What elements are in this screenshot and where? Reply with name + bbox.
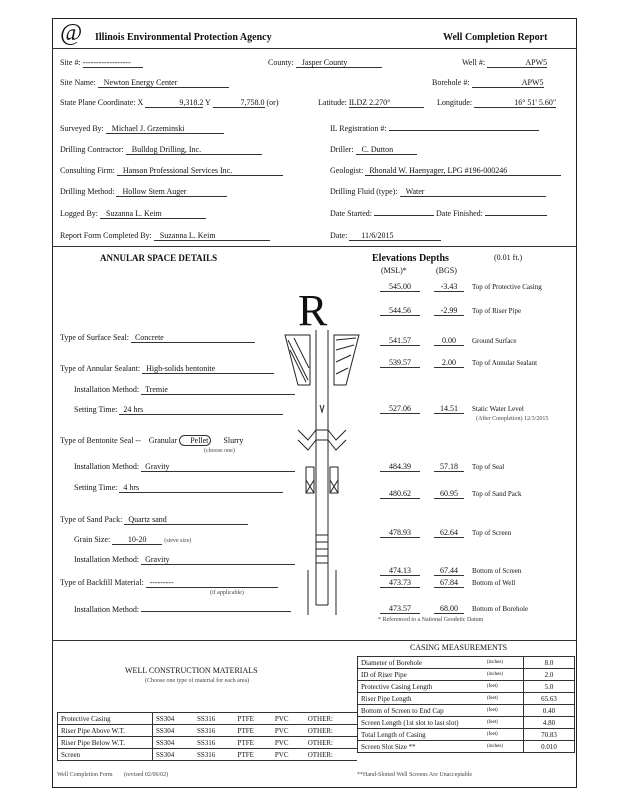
construction-row bbox=[58, 749, 358, 761]
casing-value: 2.0 bbox=[523, 669, 574, 681]
backfill-field bbox=[60, 578, 278, 588]
il-reg-label: IL Registration #: bbox=[330, 124, 387, 133]
drilling-contractor-label: Drilling Contractor: bbox=[60, 145, 124, 154]
revised-date: (revised 02/06/02) bbox=[124, 772, 169, 778]
state-plane-label: State Plane Coordinate: bbox=[60, 98, 136, 107]
elevation-msl: 478.93 bbox=[380, 528, 420, 538]
elevation-bgs: 68.00 bbox=[434, 604, 464, 614]
material-option[interactable]: SS304 bbox=[153, 749, 194, 761]
construction-heading: WELL CONSTRUCTION MATERIALS bbox=[125, 666, 258, 675]
install-method-value-2: Gravity bbox=[141, 462, 295, 472]
geologist-value: Rhonald W. Haenyager, LPG #196-000246 bbox=[365, 166, 561, 176]
casing-table bbox=[357, 656, 575, 753]
logged-value: Suzanna L. Keim bbox=[100, 209, 206, 219]
elevation-msl: 544.56 bbox=[380, 306, 420, 316]
reference-note: * Referenced to a National Geodetic Datum bbox=[378, 617, 484, 623]
material-option[interactable]: SS316 bbox=[194, 725, 235, 737]
install-method-label-1: Installation Method: bbox=[74, 385, 140, 394]
geologist-label: Geologist: bbox=[330, 166, 364, 175]
elevation-bgs: 14.51 bbox=[434, 404, 464, 414]
casing-value: 0.40 bbox=[523, 705, 574, 717]
casing-footnote: **Hand-Slotted Well Screens Are Unacceptable bbox=[357, 772, 473, 778]
casing-row bbox=[358, 717, 575, 729]
agency-name: Illinois Environmental Protection Agency bbox=[95, 32, 272, 43]
elev-heading: Elevations Depths bbox=[372, 253, 449, 264]
longitude-field bbox=[437, 98, 556, 108]
casing-label: ID of Riser Pipe bbox=[358, 669, 484, 681]
casing-value: 0.010 bbox=[523, 741, 574, 753]
install-method-value-1: Tremie bbox=[141, 385, 295, 395]
il-reg-value bbox=[389, 130, 539, 131]
material-option[interactable]: OTHER: bbox=[305, 713, 357, 725]
casing-unit: (feet) bbox=[484, 693, 524, 705]
backfill-value: --------- bbox=[146, 578, 278, 588]
casing-label: Riser Pipe Length bbox=[358, 693, 484, 705]
casing-label: Protective Casing Length bbox=[358, 681, 484, 693]
logged-field bbox=[60, 209, 206, 219]
consulting-field bbox=[60, 166, 283, 176]
setting-time-value-1: 24 hrs bbox=[119, 405, 283, 415]
bentonite-seal-label: Type of Bentonite Seal -- bbox=[60, 436, 141, 445]
construction-row bbox=[58, 725, 358, 737]
material-option[interactable]: SS316 bbox=[194, 737, 235, 749]
construction-subheading: (Choose one type of material for each area) bbox=[145, 678, 250, 684]
construction-row bbox=[58, 713, 358, 725]
sand-pack-field bbox=[60, 515, 248, 525]
casing-value: 65.63 bbox=[523, 693, 574, 705]
longitude-label: Longitude: bbox=[437, 98, 473, 107]
annular-sealant-field bbox=[60, 364, 274, 374]
install-method-field-3 bbox=[74, 555, 295, 565]
elevation-label: Top of Seal bbox=[472, 463, 505, 471]
material-option[interactable]: PTFE bbox=[235, 725, 272, 737]
elevation-msl: 539.57 bbox=[380, 358, 420, 368]
county-field bbox=[268, 58, 382, 68]
surface-seal-label: Type of Surface Seal: bbox=[60, 333, 129, 342]
install-method-value-4 bbox=[141, 611, 291, 612]
casing-label: Diameter of Borehole bbox=[358, 657, 484, 669]
state-plane-field bbox=[60, 98, 279, 108]
consulting-value: Hanson Professional Services Inc. bbox=[117, 166, 283, 176]
elev-units: (0.01 ft.) bbox=[494, 253, 523, 262]
or-label: (or) bbox=[266, 98, 279, 107]
x-label: X bbox=[137, 98, 144, 107]
construction-item: Riser Pipe Above W.T. bbox=[58, 725, 153, 737]
annular-sealant-label: Type of Annular Sealant: bbox=[60, 364, 141, 373]
material-option[interactable]: OTHER: bbox=[305, 737, 357, 749]
casing-row bbox=[358, 693, 575, 705]
date-started-label: Date Started: bbox=[330, 209, 372, 218]
material-option[interactable]: SS304 bbox=[153, 737, 194, 749]
elevation-row bbox=[380, 489, 521, 499]
site-name-value: Newton Energy Center bbox=[98, 78, 229, 88]
elevation-bgs: -3.43 bbox=[434, 282, 464, 292]
elevation-label: Bottom of Borehole bbox=[472, 605, 528, 613]
install-method-field-1 bbox=[74, 385, 295, 395]
date-started-field bbox=[330, 209, 547, 218]
casing-row bbox=[358, 657, 575, 669]
material-option[interactable]: OTHER: bbox=[305, 725, 357, 737]
driller-value: C. Dutton bbox=[356, 145, 417, 155]
material-option[interactable]: PTFE bbox=[235, 737, 272, 749]
surveyed-value: Michael J. Grzeminski bbox=[106, 124, 224, 134]
drilling-fluid-label: Drilling Fluid (type): bbox=[330, 187, 398, 196]
well-diagram bbox=[280, 330, 364, 620]
bentonite-seal-field bbox=[60, 436, 243, 445]
casing-unit: (inches) bbox=[484, 657, 524, 669]
casing-value: 4.80 bbox=[523, 717, 574, 729]
elevation-bgs: 57.18 bbox=[434, 462, 464, 472]
riser-symbol: R bbox=[298, 286, 328, 335]
elevation-note: (After Completion) 12/3/2015 bbox=[476, 416, 549, 422]
elevation-bgs: 0.00 bbox=[434, 336, 464, 346]
agency-logo: @ bbox=[60, 20, 83, 46]
casing-unit: (feet) bbox=[484, 705, 524, 717]
driller-label: Driller: bbox=[330, 145, 354, 154]
material-option[interactable]: PVC bbox=[272, 749, 305, 761]
report-completed-value: Suzanna L. Keim bbox=[154, 231, 270, 241]
elevation-bgs: -2.99 bbox=[434, 306, 464, 316]
material-option[interactable]: SS304 bbox=[153, 713, 194, 725]
if-applicable-note: (if applicable) bbox=[210, 590, 244, 596]
geologist-field bbox=[330, 166, 561, 176]
elevation-row bbox=[380, 282, 542, 292]
well-num-value: APW5 bbox=[487, 58, 547, 68]
casing-value: 8.0 bbox=[523, 657, 574, 669]
elevation-row bbox=[380, 336, 517, 346]
elevation-label: Top of Annular Sealant bbox=[472, 359, 538, 367]
grain-size-value: 10-20 bbox=[112, 535, 162, 545]
x-value: 9,318.2 bbox=[145, 98, 203, 108]
annular-heading: ANNULAR SPACE DETAILS bbox=[100, 253, 218, 263]
setting-time-field-2 bbox=[74, 483, 283, 493]
install-method-field-2 bbox=[74, 462, 295, 472]
construction-item: Protective Casing bbox=[58, 713, 153, 725]
site-num-label: Site #: bbox=[60, 58, 81, 67]
longitude-value: 16° 51' 5.60" bbox=[474, 98, 556, 108]
install-method-value-3: Gravity bbox=[141, 555, 295, 565]
material-option[interactable]: OTHER: bbox=[305, 749, 357, 761]
elevation-msl: 480.62 bbox=[380, 489, 420, 499]
casing-heading: CASING MEASUREMENTS bbox=[410, 643, 508, 652]
setting-time-field-1 bbox=[74, 405, 283, 415]
latitude-label: Latitude: bbox=[318, 98, 347, 107]
borehole-label: Borehole #: bbox=[432, 78, 470, 87]
footer bbox=[57, 772, 168, 778]
elevation-msl: 527.06 bbox=[380, 404, 420, 414]
site-num-value: ------------------ bbox=[83, 58, 143, 68]
drilling-method-value: Hollow Stem Auger bbox=[116, 187, 227, 197]
casing-value: 70.83 bbox=[523, 729, 574, 741]
elevation-label: Top of Screen bbox=[472, 529, 512, 537]
elevation-bgs: 67.44 bbox=[434, 566, 464, 576]
setting-time-value-2: 4 hrs bbox=[119, 483, 283, 493]
slurry-option[interactable]: Slurry bbox=[223, 436, 244, 445]
casing-unit: (feet) bbox=[484, 681, 524, 693]
construction-item: Riser Pipe Below W.T. bbox=[58, 737, 153, 749]
casing-label: Total Length of Casing bbox=[358, 729, 484, 741]
elevation-row bbox=[380, 528, 511, 538]
report-completed-label: Report Form Completed By: bbox=[60, 231, 152, 240]
material-option[interactable]: PTFE bbox=[235, 749, 272, 761]
elevation-bgs: 62.64 bbox=[434, 528, 464, 538]
elevation-bgs: 67.84 bbox=[434, 578, 464, 588]
header-rule bbox=[52, 48, 577, 49]
drilling-method-field bbox=[60, 187, 227, 197]
elevation-msl: 474.13 bbox=[380, 566, 420, 576]
y-label: Y bbox=[205, 98, 211, 107]
latitude-value: ILDZ 2.270° bbox=[349, 98, 424, 108]
date-value: 11/6/2015 bbox=[349, 231, 441, 241]
setting-time-label-2: Setting Time: bbox=[74, 483, 118, 492]
construction-item: Screen bbox=[58, 749, 153, 761]
drilling-contractor-field bbox=[60, 145, 262, 155]
elevation-msl: 473.73 bbox=[380, 578, 420, 588]
well-num-field bbox=[462, 58, 547, 68]
annular-sealant-value: High-solids bentonite bbox=[142, 364, 274, 374]
casing-unit: (feet) bbox=[484, 717, 524, 729]
casing-row bbox=[358, 705, 575, 717]
material-option[interactable]: SS304 bbox=[153, 725, 194, 737]
elevation-label: Static Water Level bbox=[472, 405, 524, 413]
well-num-label: Well #: bbox=[462, 58, 486, 67]
choose-one-note: (choose one) bbox=[204, 448, 235, 454]
setting-time-label-1: Setting Time: bbox=[74, 405, 118, 414]
section-rule bbox=[52, 246, 577, 247]
elevation-row bbox=[380, 566, 521, 576]
elevation-label: Bottom of Screen bbox=[472, 567, 522, 575]
elevation-row bbox=[380, 358, 537, 368]
date-field bbox=[330, 231, 441, 241]
material-option[interactable]: PVC bbox=[272, 713, 305, 725]
elevation-msl: 484.39 bbox=[380, 462, 420, 472]
form-name: Well Completion Form bbox=[57, 772, 113, 778]
y-value: 7,758.0 bbox=[213, 98, 265, 108]
site-name-field bbox=[60, 78, 229, 88]
msl-label: (MSL)* bbox=[381, 266, 407, 275]
site-name-label: Site Name: bbox=[60, 78, 96, 87]
casing-row bbox=[358, 669, 575, 681]
casing-label: Screen Slot Size ** bbox=[358, 741, 484, 753]
install-method-field-4 bbox=[74, 605, 291, 614]
construction-table bbox=[57, 712, 357, 761]
county-value: Jasper County bbox=[296, 58, 382, 68]
casing-label: Bottom of Screen to End Cap bbox=[358, 705, 484, 717]
consulting-label: Consulting Firm: bbox=[60, 166, 115, 175]
surveyed-label: Surveyed By: bbox=[60, 124, 104, 133]
drilling-fluid-field bbox=[330, 187, 546, 197]
county-label: County: bbox=[268, 58, 294, 67]
elevation-label: Ground Surface bbox=[472, 337, 517, 345]
elevation-bgs: 60.95 bbox=[434, 489, 464, 499]
elevation-row bbox=[380, 604, 528, 614]
elevation-msl: 545.00 bbox=[380, 282, 420, 292]
elevation-msl: 541.57 bbox=[380, 336, 420, 346]
material-option[interactable]: PVC bbox=[272, 725, 305, 737]
sand-pack-label: Type of Sand Pack: bbox=[60, 515, 123, 524]
elevation-row bbox=[380, 578, 515, 588]
bgs-label: (BGS) bbox=[436, 266, 457, 275]
grain-size-field bbox=[74, 535, 191, 545]
report-title: Well Completion Report bbox=[443, 32, 548, 43]
casing-unit: (inches) bbox=[484, 669, 524, 681]
surface-seal-value: Concrete bbox=[131, 333, 255, 343]
install-method-label-4: Installation Method: bbox=[74, 605, 140, 614]
elevation-row bbox=[380, 462, 504, 472]
casing-row bbox=[358, 729, 575, 741]
borehole-field bbox=[432, 78, 544, 88]
lower-rule bbox=[52, 640, 577, 641]
surveyed-field bbox=[60, 124, 224, 134]
surface-seal-field bbox=[60, 333, 255, 343]
casing-value: 5.0 bbox=[523, 681, 574, 693]
report-completed-field bbox=[60, 231, 270, 241]
latitude-field bbox=[318, 98, 424, 108]
il-reg-field bbox=[330, 124, 539, 133]
elevation-label: Top of Sand Pack bbox=[472, 490, 522, 498]
drilling-method-label: Drilling Method: bbox=[60, 187, 115, 196]
material-option[interactable]: PTFE bbox=[235, 713, 272, 725]
material-option[interactable]: SS316 bbox=[194, 749, 235, 761]
install-method-label-3: Installation Method: bbox=[74, 555, 140, 564]
pellet-option[interactable]: Pellet bbox=[179, 435, 211, 446]
grain-size-label: Grain Size: bbox=[74, 535, 111, 544]
elevation-row bbox=[380, 306, 521, 316]
date-label: Date: bbox=[330, 231, 348, 240]
construction-row bbox=[58, 737, 358, 749]
elevation-bgs: 2.00 bbox=[434, 358, 464, 368]
casing-label: Screen Length (1st slot to last slot) bbox=[358, 717, 484, 729]
casing-unit: (feet) bbox=[484, 729, 524, 741]
elevation-msl: 473.57 bbox=[380, 604, 420, 614]
granular-option[interactable]: Granular bbox=[148, 436, 178, 445]
site-num-field bbox=[60, 58, 143, 68]
casing-row bbox=[358, 741, 575, 753]
material-option[interactable]: SS316 bbox=[194, 713, 235, 725]
sand-pack-value: Quartz sand bbox=[124, 515, 248, 525]
backfill-label: Type of Backfill Material: bbox=[60, 578, 144, 587]
casing-unit: (inches) bbox=[484, 741, 524, 753]
driller-field bbox=[330, 145, 417, 155]
borehole-value: APW5 bbox=[472, 78, 544, 88]
casing-row bbox=[358, 681, 575, 693]
elevation-row bbox=[380, 404, 524, 414]
elevation-label: Bottom of Well bbox=[472, 579, 516, 587]
install-method-label-2: Installation Method: bbox=[74, 462, 140, 471]
material-option[interactable]: PVC bbox=[272, 737, 305, 749]
date-finished-label: Date Finished: bbox=[435, 209, 483, 218]
logged-label: Logged By: bbox=[60, 209, 98, 218]
drilling-contractor-value: Bulldog Drilling, Inc. bbox=[126, 145, 262, 155]
drilling-fluid-value: Water bbox=[400, 187, 546, 197]
sieve-size-note: (sieve size) bbox=[164, 538, 192, 544]
elevation-label: Top of Riser Pipe bbox=[472, 307, 522, 315]
elevation-label: Top of Protective Casing bbox=[472, 283, 542, 291]
